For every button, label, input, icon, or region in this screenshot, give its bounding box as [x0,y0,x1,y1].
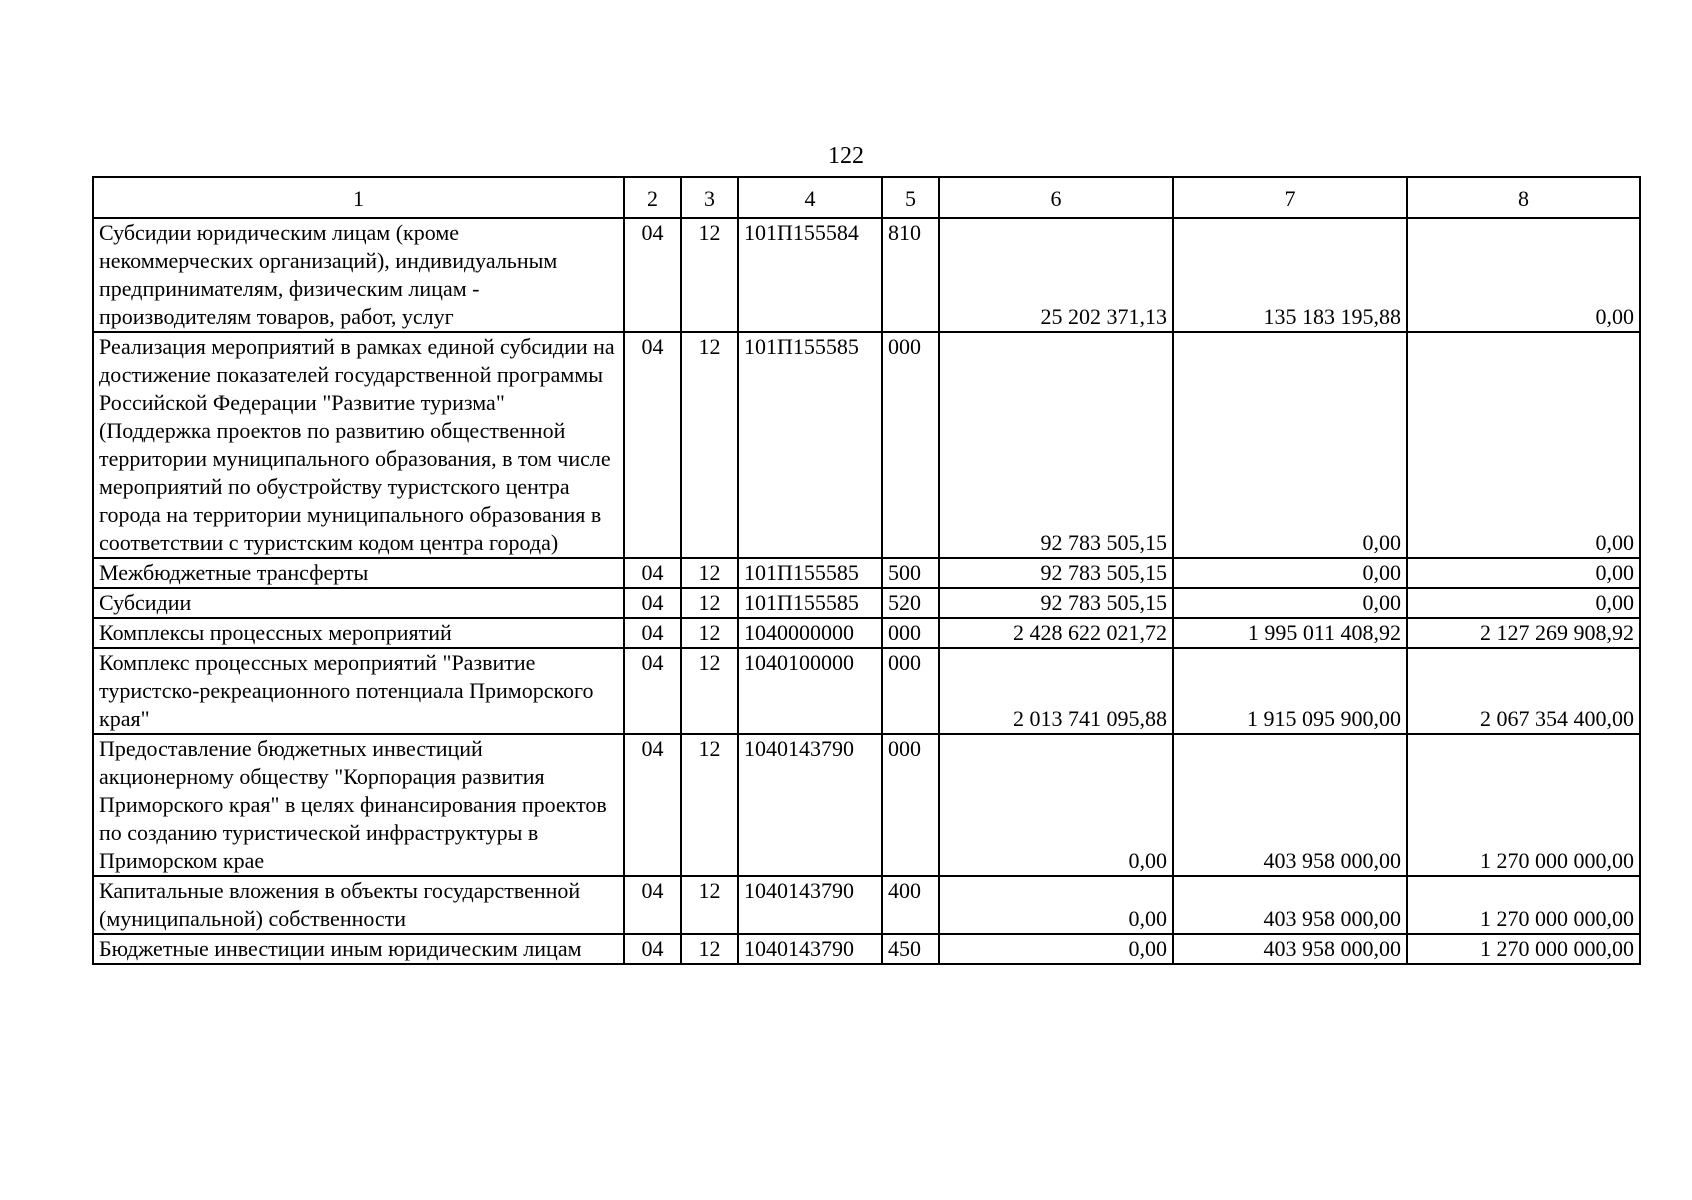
amount-cell-year-3: 0,00 [1407,558,1640,588]
target-article-code-cell: 101П155585 [738,588,882,618]
expense-type-code-cell: 400 [882,876,939,934]
target-article-code-cell: 1040000000 [738,618,882,648]
amount-cell-year-1: 25 202 371,13 [939,218,1173,332]
column-header: 4 [738,177,882,218]
amount-cell-year-1: 0,00 [939,734,1173,876]
subsection-code-cell: 12 [681,588,738,618]
table-row [93,332,1640,558]
table-row [93,218,1640,332]
expense-type-code-cell: 500 [882,558,939,588]
budget-table [92,176,1641,965]
target-article-code-cell: 101П155585 [738,332,882,558]
column-header: 6 [939,177,1173,218]
amount-cell-year-1: 0,00 [939,934,1173,964]
section-code-cell: 04 [624,332,681,558]
amount-cell-year-3: 1 270 000 000,00 [1407,876,1640,934]
amount-cell-year-2: 0,00 [1173,332,1407,558]
column-number-row [93,177,1640,218]
amount-cell-year-1: 0,00 [939,876,1173,934]
section-code-cell: 04 [624,588,681,618]
table-row [93,934,1640,964]
amount-cell-year-1: 92 783 505,15 [939,332,1173,558]
amount-cell-year-2: 403 958 000,00 [1173,876,1407,934]
amount-cell-year-2: 0,00 [1173,588,1407,618]
section-code-cell: 04 [624,618,681,648]
row-name-cell: Субсидии [93,588,624,618]
subsection-code-cell: 12 [681,218,738,332]
expense-type-code-cell: 000 [882,648,939,734]
row-name-cell: Реализация мероприятий в рамках единой субсидии на достижение показателей государственной программы Российской Федерации "Развитие туризма" (Поддержка проектов по развитию общественной территории муниципального образования, в том числе мероприятий по обустройству туристского центра города на территории муниципального образования в соответствии с туристским кодом центра города) [93,332,624,558]
target-article-code-cell: 1040143790 [738,876,882,934]
target-article-code-cell: 101П155584 [738,218,882,332]
row-name-cell: Капитальные вложения в объекты государственной (муниципальной) собственности [93,876,624,934]
row-name-cell: Предоставление бюджетных инвестиций акционерному обществу "Корпорация развития Приморского края" в целях финансирования проектов по созданию туристической инфраструктуры в Приморском крае [93,734,624,876]
section-code-cell: 04 [624,558,681,588]
subsection-code-cell: 12 [681,648,738,734]
table-row [93,734,1640,876]
section-code-cell: 04 [624,734,681,876]
amount-cell-year-2: 135 183 195,88 [1173,218,1407,332]
subsection-code-cell: 12 [681,934,738,964]
expense-type-code-cell: 000 [882,332,939,558]
column-header: 1 [93,177,624,218]
subsection-code-cell: 12 [681,558,738,588]
amount-cell-year-2: 403 958 000,00 [1173,734,1407,876]
table-body [93,177,1640,964]
expense-type-code-cell: 000 [882,618,939,648]
section-code-cell: 04 [624,876,681,934]
table-row [93,618,1640,648]
amount-cell-year-2: 0,00 [1173,558,1407,588]
amount-cell-year-1: 2 013 741 095,88 [939,648,1173,734]
page-number: 122 [828,143,864,169]
column-header: 7 [1173,177,1407,218]
subsection-code-cell: 12 [681,734,738,876]
column-header: 2 [624,177,681,218]
target-article-code-cell: 1040143790 [738,934,882,964]
section-code-cell: 04 [624,934,681,964]
amount-cell-year-3: 0,00 [1407,588,1640,618]
subsection-code-cell: 12 [681,332,738,558]
table-row [93,648,1640,734]
amount-cell-year-2: 1 995 011 408,92 [1173,618,1407,648]
row-name-cell: Субсидии юридическим лицам (кроме некоммерческих организаций), индивидуальным предпринимателям, физическим лицам - производителям товаров, работ, услуг [93,218,624,332]
row-name-cell: Комплекс процессных мероприятий "Развитие туристско-рекреационного потенциала Приморского края" [93,648,624,734]
table-row [93,876,1640,934]
expense-type-code-cell: 810 [882,218,939,332]
row-name-cell: Бюджетные инвестиции иным юридическим лицам [93,934,624,964]
amount-cell-year-1: 92 783 505,15 [939,588,1173,618]
amount-cell-year-3: 0,00 [1407,218,1640,332]
amount-cell-year-3: 2 127 269 908,92 [1407,618,1640,648]
row-name-cell: Межбюджетные трансферты [93,558,624,588]
column-header: 5 [882,177,939,218]
target-article-code-cell: 101П155585 [738,558,882,588]
subsection-code-cell: 12 [681,876,738,934]
amount-cell-year-3: 0,00 [1407,332,1640,558]
subsection-code-cell: 12 [681,618,738,648]
amount-cell-year-1: 2 428 622 021,72 [939,618,1173,648]
table-row [93,588,1640,618]
row-name-cell: Комплексы процессных мероприятий [93,618,624,648]
amount-cell-year-2: 403 958 000,00 [1173,934,1407,964]
section-code-cell: 04 [624,218,681,332]
column-header: 8 [1407,177,1640,218]
amount-cell-year-2: 1 915 095 900,00 [1173,648,1407,734]
expense-type-code-cell: 450 [882,934,939,964]
section-code-cell: 04 [624,648,681,734]
amount-cell-year-3: 1 270 000 000,00 [1407,934,1640,964]
expense-type-code-cell: 000 [882,734,939,876]
target-article-code-cell: 1040100000 [738,648,882,734]
column-header: 3 [681,177,738,218]
target-article-code-cell: 1040143790 [738,734,882,876]
amount-cell-year-3: 1 270 000 000,00 [1407,734,1640,876]
table-row [93,558,1640,588]
amount-cell-year-1: 92 783 505,15 [939,558,1173,588]
amount-cell-year-3: 2 067 354 400,00 [1407,648,1640,734]
expense-type-code-cell: 520 [882,588,939,618]
